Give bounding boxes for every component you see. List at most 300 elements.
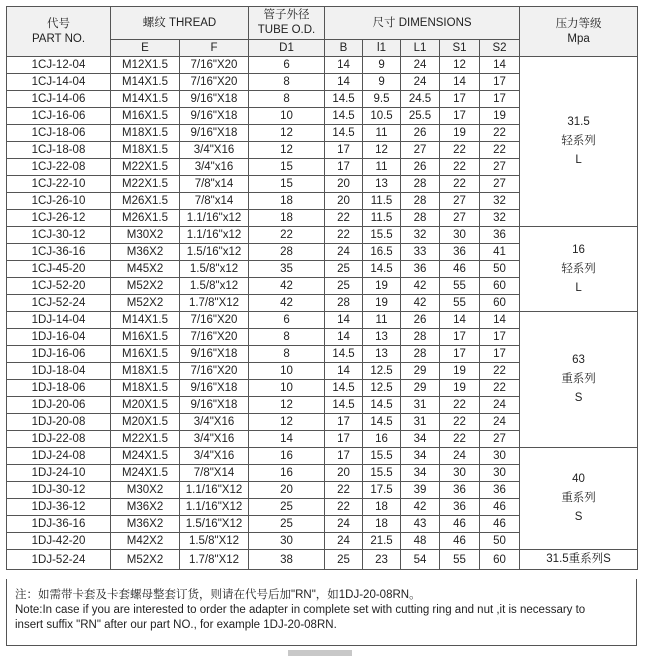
table-cell: 9/16"X18 [180, 380, 249, 397]
table-cell: 9/16"X18 [180, 346, 249, 363]
table-cell: M18X1.5 [111, 363, 180, 380]
table-cell: 6 [249, 57, 325, 74]
table-cell: 17 [440, 329, 480, 346]
table-cell: 1CJ-18-08 [7, 142, 111, 159]
table-cell: 26 [401, 125, 440, 142]
table-cell: 25 [249, 499, 325, 516]
table-cell: 17 [480, 329, 520, 346]
pressure-class-line: 31.5 [567, 116, 590, 128]
table-cell: 15 [249, 176, 325, 193]
table-cell: 22 [440, 159, 480, 176]
table-cell: 34 [401, 465, 440, 482]
table-cell: 41 [480, 244, 520, 261]
table-cell: M18X1.5 [111, 142, 180, 159]
table-cell: 10 [249, 380, 325, 397]
table-cell: 8 [249, 91, 325, 108]
table-cell: 24 [401, 57, 440, 74]
pressure-class-line: S [574, 392, 583, 404]
table-cell: M36X2 [111, 516, 180, 533]
table-cell: 36 [480, 482, 520, 499]
table-cell: 1CJ-45-20 [7, 261, 111, 278]
table-cell: 14.5 [325, 91, 363, 108]
table-cell: 17 [480, 91, 520, 108]
table-cell: 34 [401, 431, 440, 448]
table-cell: 7/8"x14 [180, 176, 249, 193]
table-cell: 1DJ-18-06 [7, 380, 111, 397]
table-cell: 9/16"X18 [180, 108, 249, 125]
table-cell: 25.5 [401, 108, 440, 125]
table-cell: 12 [249, 142, 325, 159]
table-cell: 11 [363, 159, 401, 176]
table-cell: 16 [249, 448, 325, 465]
table-cell: 17 [325, 159, 363, 176]
table-cell: 54 [401, 550, 440, 570]
table-cell: 20 [325, 176, 363, 193]
table-cell: 1DJ-14-04 [7, 312, 111, 329]
table-cell: 14 [325, 57, 363, 74]
table-cell: M18X1.5 [111, 380, 180, 397]
table-cell: 28 [249, 244, 325, 261]
table-cell: 22 [440, 142, 480, 159]
table-cell: 14 [325, 312, 363, 329]
table-cell: 60 [480, 295, 520, 312]
table-cell: 14 [440, 312, 480, 329]
col-l1-header: l1 [363, 40, 401, 57]
table-cell: M26X1.5 [111, 193, 180, 210]
table-cell: 42 [401, 278, 440, 295]
table-cell: 46 [440, 516, 480, 533]
table-cell: 1CJ-16-06 [7, 108, 111, 125]
table-cell: 16.5 [363, 244, 401, 261]
table-cell: 1CJ-52-24 [7, 295, 111, 312]
table-cell: M52X2 [111, 550, 180, 570]
table-cell: 1CJ-12-04 [7, 57, 111, 74]
table-cell: 27 [440, 193, 480, 210]
part-no-header-cn: 代号 [47, 17, 70, 30]
table-cell: 11.5 [363, 210, 401, 227]
table-cell: 8 [249, 74, 325, 91]
table-cell: 29 [401, 363, 440, 380]
pressure-class-line: 16 [572, 243, 585, 256]
pressure-header-en: Mpa [567, 32, 590, 45]
table-cell: 12 [249, 414, 325, 431]
table-cell: M14X1.5 [111, 312, 180, 329]
table-cell: 22 [325, 499, 363, 516]
table-cell: 1CJ-30-12 [7, 227, 111, 244]
table-cell: 17 [325, 431, 363, 448]
table-cell: 1CJ-22-10 [7, 176, 111, 193]
table-cell: 1.1/16"X12 [180, 499, 249, 516]
table-cell: 7/16"X20 [180, 57, 249, 74]
table-cell: 46 [440, 261, 480, 278]
table-cell: 17 [440, 91, 480, 108]
table-cell: 1CJ-26-12 [7, 210, 111, 227]
table-cell: 17 [325, 414, 363, 431]
table-cell: 1.7/8"X12 [180, 295, 249, 312]
table-cell: 22 [325, 210, 363, 227]
pressure-class-cell [520, 550, 638, 570]
table-cell: 42 [249, 278, 325, 295]
table-cell: 36 [440, 499, 480, 516]
table-cell: 33 [401, 244, 440, 261]
table-cell: 3/4"X16 [180, 448, 249, 465]
table-cell: 12 [363, 142, 401, 159]
table-cell: 14 [325, 363, 363, 380]
table-cell: 22 [440, 414, 480, 431]
table-cell: 8 [249, 346, 325, 363]
table-cell: 42 [401, 499, 440, 516]
table-cell: 1DJ-42-20 [7, 533, 111, 550]
table-cell: 14.5 [325, 397, 363, 414]
table-cell: 12.5 [363, 380, 401, 397]
table-cell: 15.5 [363, 448, 401, 465]
table-cell: 25 [325, 278, 363, 295]
table-cell: M16X1.5 [111, 346, 180, 363]
part-no-header [7, 7, 111, 57]
table-cell: 13 [363, 176, 401, 193]
table-cell: 1.5/16"X12 [180, 516, 249, 533]
table-cell: 14 [440, 74, 480, 91]
pressure-class-line: L [575, 281, 582, 294]
table-cell: 24 [480, 414, 520, 431]
table-cell: M24X1.5 [111, 448, 180, 465]
table-cell: 16 [249, 465, 325, 482]
col-e-header: E [111, 40, 180, 57]
table-cell: 1DJ-22-08 [7, 431, 111, 448]
table-cell: M16X1.5 [111, 329, 180, 346]
table-cell: 9/16"X18 [180, 397, 249, 414]
pressure-class-line: 重系列 [561, 492, 596, 504]
table-cell: 19 [363, 295, 401, 312]
pressure-class-cell [520, 227, 638, 312]
pressure-class-line: 轻系列 [561, 262, 596, 275]
dimensions-header: 尺寸 DIMENSIONS [325, 7, 520, 40]
note-chinese: 注：如需带卡套及卡套螺母整套订货，则请在代号后加"RN"，如1DJ-20-08RN。 [15, 589, 421, 601]
table-cell: 36 [401, 261, 440, 278]
col-d1-header: D1 [249, 40, 325, 57]
table-cell: 13 [363, 346, 401, 363]
table-cell: M26X1.5 [111, 210, 180, 227]
pressure-class-line: L [575, 154, 582, 166]
table-cell: M42X2 [111, 533, 180, 550]
table-cell: 25 [249, 516, 325, 533]
table-cell: 14.5 [363, 414, 401, 431]
table-cell: 27 [401, 142, 440, 159]
table-cell: 30 [480, 465, 520, 482]
table-cell: M14X1.5 [111, 74, 180, 91]
table-cell: 24 [325, 244, 363, 261]
table-cell: 1DJ-30-12 [7, 482, 111, 499]
table-cell: M22X1.5 [111, 431, 180, 448]
order-note [6, 579, 637, 646]
table-cell: 16 [363, 431, 401, 448]
table-cell: 1CJ-26-10 [7, 193, 111, 210]
table-cell: 15 [249, 159, 325, 176]
table-cell: M36X2 [111, 244, 180, 261]
table-cell: 10 [249, 108, 325, 125]
table-cell: 1.5/8"x12 [180, 278, 249, 295]
table-cell: 28 [401, 329, 440, 346]
note-english-line-2: insert suffix "RN" after our part NO., for example 1DJ-20-08RN. [15, 619, 337, 631]
table-cell: M20X1.5 [111, 397, 180, 414]
table-cell: 1DJ-24-08 [7, 448, 111, 465]
table-cell: 7/16"X20 [180, 363, 249, 380]
table-cell: 36 [480, 227, 520, 244]
pressure-class-line: 轻系列 [561, 135, 596, 147]
table-cell: 36 [440, 482, 480, 499]
table-cell: 20 [249, 482, 325, 499]
pressure-class-line: 31.5重系列S [546, 553, 611, 565]
table-cell: 1DJ-18-04 [7, 363, 111, 380]
table-cell: 17 [480, 346, 520, 363]
table-row [7, 312, 638, 329]
table-cell: 12.5 [363, 363, 401, 380]
table-cell: 15.5 [363, 465, 401, 482]
table-cell: 17 [325, 142, 363, 159]
table-cell: 46 [440, 533, 480, 550]
table-cell: 18 [249, 210, 325, 227]
table-cell: 42 [249, 295, 325, 312]
table-cell: 1.1/16"X12 [180, 482, 249, 499]
table-cell: 28 [401, 210, 440, 227]
table-cell: 9/16"X18 [180, 91, 249, 108]
table-cell: 7/16"X20 [180, 329, 249, 346]
table-cell: 32 [480, 210, 520, 227]
table-cell: M22X1.5 [111, 176, 180, 193]
table-cell: 24.5 [401, 91, 440, 108]
table-cell: 22 [440, 397, 480, 414]
table-cell: 1CJ-22-08 [7, 159, 111, 176]
table-cell: 26 [401, 312, 440, 329]
table-cell: 7/16"X20 [180, 74, 249, 91]
table-cell: 1.1/16"x12 [180, 210, 249, 227]
table-cell: 30 [440, 227, 480, 244]
tube-od-header [249, 7, 325, 40]
table-cell: M45X2 [111, 261, 180, 278]
table-cell: 1CJ-52-20 [7, 278, 111, 295]
table-row [7, 448, 638, 465]
table-cell: 27 [480, 159, 520, 176]
table-cell: 19 [480, 108, 520, 125]
table-cell: 31 [401, 397, 440, 414]
table-cell: 14 [325, 329, 363, 346]
table-cell: 42 [401, 295, 440, 312]
table-cell: M24X1.5 [111, 465, 180, 482]
dimensions-table [6, 6, 638, 570]
table-cell: 22 [249, 227, 325, 244]
col-L1-header: L1 [401, 40, 440, 57]
table-cell: 19 [440, 125, 480, 142]
table-cell: 1DJ-36-16 [7, 516, 111, 533]
table-cell: 26 [401, 159, 440, 176]
table-cell: 12 [249, 125, 325, 142]
pressure-class-line: 63 [572, 354, 585, 366]
table-cell: 22 [440, 176, 480, 193]
table-cell: M12X1.5 [111, 57, 180, 74]
table-cell: 28 [401, 193, 440, 210]
table-cell: 50 [480, 533, 520, 550]
pressure-header [520, 7, 638, 57]
table-cell: 14.5 [325, 125, 363, 142]
table-cell: 1CJ-14-06 [7, 91, 111, 108]
table-cell: 7/16"X20 [180, 312, 249, 329]
table-cell: 43 [401, 516, 440, 533]
table-cell: 27 [480, 176, 520, 193]
table-cell: 55 [440, 295, 480, 312]
table-cell: 32 [401, 227, 440, 244]
table-cell: 14.5 [363, 397, 401, 414]
table-body [7, 57, 638, 570]
table-cell: 14 [480, 57, 520, 74]
table-cell: M30X2 [111, 227, 180, 244]
table-cell: 17 [325, 448, 363, 465]
table-cell: 48 [401, 533, 440, 550]
table-cell: 15.5 [363, 227, 401, 244]
table-cell: 14.5 [325, 108, 363, 125]
table-cell: 12 [440, 57, 480, 74]
table-cell: 3/4"X16 [180, 142, 249, 159]
table-cell: 1DJ-16-06 [7, 346, 111, 363]
table-cell: 14 [480, 312, 520, 329]
col-b-header: B [325, 40, 363, 57]
table-cell: 1DJ-20-06 [7, 397, 111, 414]
thread-header: 螺纹 THREAD [111, 7, 249, 40]
table-row [7, 550, 638, 570]
table-cell: 46 [480, 499, 520, 516]
table-cell: 1CJ-18-06 [7, 125, 111, 142]
scroll-indicator[interactable] [288, 650, 352, 656]
table-cell: 22 [480, 125, 520, 142]
table-cell: M22X1.5 [111, 159, 180, 176]
table-cell: 36 [440, 244, 480, 261]
table-cell: 22 [325, 227, 363, 244]
table-cell: 22 [325, 482, 363, 499]
table-row [7, 227, 638, 244]
table-cell: 11 [363, 125, 401, 142]
part-no-header-en: PART NO. [31, 32, 86, 45]
table-cell: 29 [401, 380, 440, 397]
table-cell: 18 [249, 193, 325, 210]
table-cell: M20X1.5 [111, 414, 180, 431]
table-cell: 12 [249, 397, 325, 414]
table-cell: 24 [480, 397, 520, 414]
table-cell: 8 [249, 329, 325, 346]
table-cell: 30 [249, 533, 325, 550]
table-cell: 32 [480, 193, 520, 210]
table-cell: 55 [440, 550, 480, 570]
table-cell: M30X2 [111, 482, 180, 499]
table-cell: 28 [401, 346, 440, 363]
table-cell: 1DJ-36-12 [7, 499, 111, 516]
table-cell: 20 [325, 193, 363, 210]
table-cell: 9 [363, 57, 401, 74]
table-cell: M18X1.5 [111, 125, 180, 142]
table-cell: 17 [480, 74, 520, 91]
table-cell: 60 [480, 550, 520, 570]
table-cell: 7/8"x14 [180, 193, 249, 210]
table-cell: 1CJ-36-16 [7, 244, 111, 261]
table-cell: 19 [440, 363, 480, 380]
table-cell: 10 [249, 363, 325, 380]
table-cell: 22 [480, 363, 520, 380]
table-cell: 24 [325, 516, 363, 533]
table-cell: 24 [440, 448, 480, 465]
table-cell: 9/16"X18 [180, 125, 249, 142]
table-cell: 14 [249, 431, 325, 448]
col-s1-header: S1 [440, 40, 480, 57]
table-cell: 17 [440, 108, 480, 125]
tube-od-header-cn: 管子外径 [263, 9, 310, 21]
table-cell: 1.5/16"x12 [180, 244, 249, 261]
pressure-class-cell [520, 57, 638, 227]
table-cell: 22 [440, 431, 480, 448]
table-cell: 38 [249, 550, 325, 570]
col-s2-header: S2 [480, 40, 520, 57]
table-cell: 30 [480, 448, 520, 465]
table-cell: 6 [249, 312, 325, 329]
table-cell: 14.5 [325, 380, 363, 397]
table-cell: 18 [363, 499, 401, 516]
table-cell: 1.5/8"X12 [180, 533, 249, 550]
pressure-class-cell [520, 312, 638, 448]
table-cell: 9 [363, 74, 401, 91]
pressure-class-line: 40 [572, 473, 585, 485]
table-cell: 1.1/16"x12 [180, 227, 249, 244]
table-cell: 55 [440, 278, 480, 295]
table-cell: 30 [440, 465, 480, 482]
table-cell: 50 [480, 261, 520, 278]
table-cell: M14X1.5 [111, 91, 180, 108]
table-cell: 14 [325, 74, 363, 91]
tube-od-header-en: TUBE O.D. [257, 24, 316, 36]
table-cell: M52X2 [111, 295, 180, 312]
table-cell: 24 [401, 74, 440, 91]
table-cell: 9.5 [363, 91, 401, 108]
pressure-class-line: 重系列 [561, 373, 596, 385]
table-cell: 14.5 [325, 346, 363, 363]
col-f-header: F [180, 40, 249, 57]
table-cell: 23 [363, 550, 401, 570]
table-cell: 25 [325, 550, 363, 570]
table-cell: 20 [325, 465, 363, 482]
table-cell: 14.5 [363, 261, 401, 278]
table-cell: 27 [440, 210, 480, 227]
table-cell: 21.5 [363, 533, 401, 550]
table-cell: 11.5 [363, 193, 401, 210]
table-cell: 11 [363, 312, 401, 329]
table-cell: 19 [440, 380, 480, 397]
table-cell: 1.7/8"X12 [180, 550, 249, 570]
table-cell: 1.5/8"x12 [180, 261, 249, 278]
table-cell: 17 [440, 346, 480, 363]
table-cell: 3/4"x16 [180, 159, 249, 176]
note-english-line-1: Note:In case if you are interested to order the adapter in complete set with cutting ring and nut ,it is necessary to [15, 604, 586, 616]
table-cell: 22 [480, 380, 520, 397]
table-cell: 60 [480, 278, 520, 295]
pressure-class-line: S [574, 511, 583, 523]
table-row [7, 57, 638, 74]
table-cell: 19 [363, 278, 401, 295]
table-cell: 22 [480, 142, 520, 159]
table-cell: M16X1.5 [111, 108, 180, 125]
table-cell: 25 [325, 261, 363, 278]
pressure-class-cell [520, 448, 638, 550]
table-cell: 27 [480, 431, 520, 448]
table-cell: 3/4"X16 [180, 431, 249, 448]
table-cell: 1DJ-24-10 [7, 465, 111, 482]
table-cell: 3/4"X16 [180, 414, 249, 431]
table-cell: 28 [401, 176, 440, 193]
